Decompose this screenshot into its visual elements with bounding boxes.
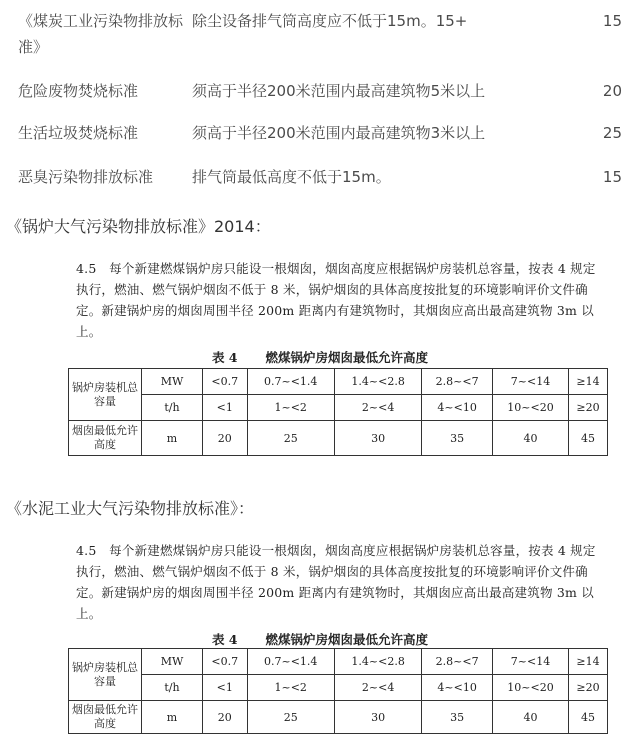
table-row (69, 701, 608, 734)
unit-cell: MW (142, 649, 203, 675)
standard-height: 15 (602, 168, 622, 186)
height-label: 烟囱最低允许高度 (69, 701, 142, 734)
standard-requirement: 须高于半径200米范围内最高建筑物3米以上 (192, 124, 486, 142)
standard-requirement: 排气筒最低高度不低于15m。 (192, 168, 391, 186)
table-cell: 45 (569, 421, 608, 456)
standard-height: 25 (602, 124, 622, 142)
height-label: 烟囱最低允许高度 (69, 421, 142, 456)
table-row (69, 675, 608, 701)
table-cell: 30 (334, 421, 421, 456)
table-cell: ≥20 (569, 675, 608, 701)
standard-name: 危险废物焚烧标准 (18, 82, 139, 100)
unit-cell: t/h (142, 395, 203, 421)
table-cell: 25 (247, 421, 334, 456)
standard-requirement: 除尘设备排气筒高度应不低于15m。15+ (192, 12, 468, 30)
capacity-label: 锅炉房装机总容量 (69, 369, 142, 421)
table-cell: 35 (422, 701, 493, 734)
table-caption (0, 630, 640, 648)
unit-cell: MW (142, 369, 203, 395)
table-caption (0, 348, 640, 366)
unit-cell: t/h (142, 675, 203, 701)
clause-paragraph: 4.5 每个新建燃煤锅炉房只能设一根烟囱，烟囱高度应根据锅炉房装机总容量，按表 4 规定执行，燃油、燃气锅炉烟囱不低于 8 米，锅炉烟囱的具体高度按批复的环境影响评价文件确定。新建锅炉房的烟囱周围半径 200m 距离内有建筑物时，其烟囱应高出最高建筑物 3m 以上。 (76, 261, 596, 339)
table-cell: 0.7~<1.4 (247, 369, 334, 395)
table-cell: <0.7 (203, 369, 248, 395)
table-cell: ≥20 (569, 395, 608, 421)
table-caption-number: 表 4 (211, 632, 238, 647)
section-heading: 《锅炉大气污染物排放标准》2014： (6, 217, 271, 236)
table-cell: 10~<20 (492, 395, 568, 421)
unit-cell: m (142, 421, 203, 456)
table-cell: <1 (203, 675, 248, 701)
table-row (69, 395, 608, 421)
table-cell: 35 (422, 421, 493, 456)
chimney-height-table (68, 368, 608, 456)
table-cell: 0.7~<1.4 (247, 649, 334, 675)
table-caption-title: 燃煤锅炉房烟囱最低允许高度 (265, 632, 429, 647)
clause-paragraph: 4.5 每个新建燃煤锅炉房只能设一根烟囱，烟囱高度应根据锅炉房装机总容量，按表 4 规定执行，燃油、燃气锅炉烟囱不低于 8 米，锅炉烟囱的具体高度按批复的环境影响评价文件确定。新建锅炉房的烟囱周围半径 200m 距离内有建筑物时，其烟囱应高出最高建筑物 3m 以上。 (76, 543, 596, 621)
table-cell: ≥14 (569, 369, 608, 395)
table-row (69, 649, 608, 675)
table-cell: 1.4~<2.8 (334, 369, 421, 395)
table-cell: 30 (334, 701, 421, 734)
unit-cell: m (142, 701, 203, 734)
standard-requirement: 须高于半径200米范围内最高建筑物5米以上 (192, 82, 486, 100)
table-row (69, 421, 608, 456)
table-cell: 1~<2 (247, 395, 334, 421)
table-cell: 20 (203, 421, 248, 456)
table-cell: 2.8~<7 (422, 369, 493, 395)
table-cell: 4~<10 (422, 395, 493, 421)
table-cell: 40 (492, 421, 568, 456)
table-caption-title: 燃煤锅炉房烟囱最低允许高度 (265, 350, 429, 365)
table-caption-number: 表 4 (211, 350, 238, 365)
table-cell: 2~<4 (334, 675, 421, 701)
standard-name: 《煤炭工业污染物排放标准》 (18, 12, 184, 56)
table-cell: 7~<14 (492, 649, 568, 675)
table-cell: 1.4~<2.8 (334, 649, 421, 675)
table-cell: 45 (569, 701, 608, 734)
table-cell: ≥14 (569, 649, 608, 675)
table-cell: 7~<14 (492, 369, 568, 395)
standard-name: 生活垃圾焚烧标准 (18, 124, 139, 142)
capacity-label: 锅炉房装机总容量 (69, 649, 142, 701)
table-cell: 40 (492, 701, 568, 734)
table-cell: <0.7 (203, 649, 248, 675)
chimney-height-table (68, 648, 608, 734)
section-heading: 《水泥工业大气污染物排放标准》： (6, 499, 255, 518)
table-cell: 20 (203, 701, 248, 734)
standard-row (0, 8, 640, 60)
table-row (69, 369, 608, 395)
table-cell: 10~<20 (492, 675, 568, 701)
table-cell: 4~<10 (422, 675, 493, 701)
standard-name: 恶臭污染物排放标准 (18, 168, 154, 186)
table-cell: <1 (203, 395, 248, 421)
standard-height: 15 (602, 12, 622, 30)
table-cell: 25 (247, 701, 334, 734)
table-cell: 2.8~<7 (422, 649, 493, 675)
table-cell: 1~<2 (247, 675, 334, 701)
standard-height: 20 (602, 82, 622, 100)
table-cell: 2~<4 (334, 395, 421, 421)
